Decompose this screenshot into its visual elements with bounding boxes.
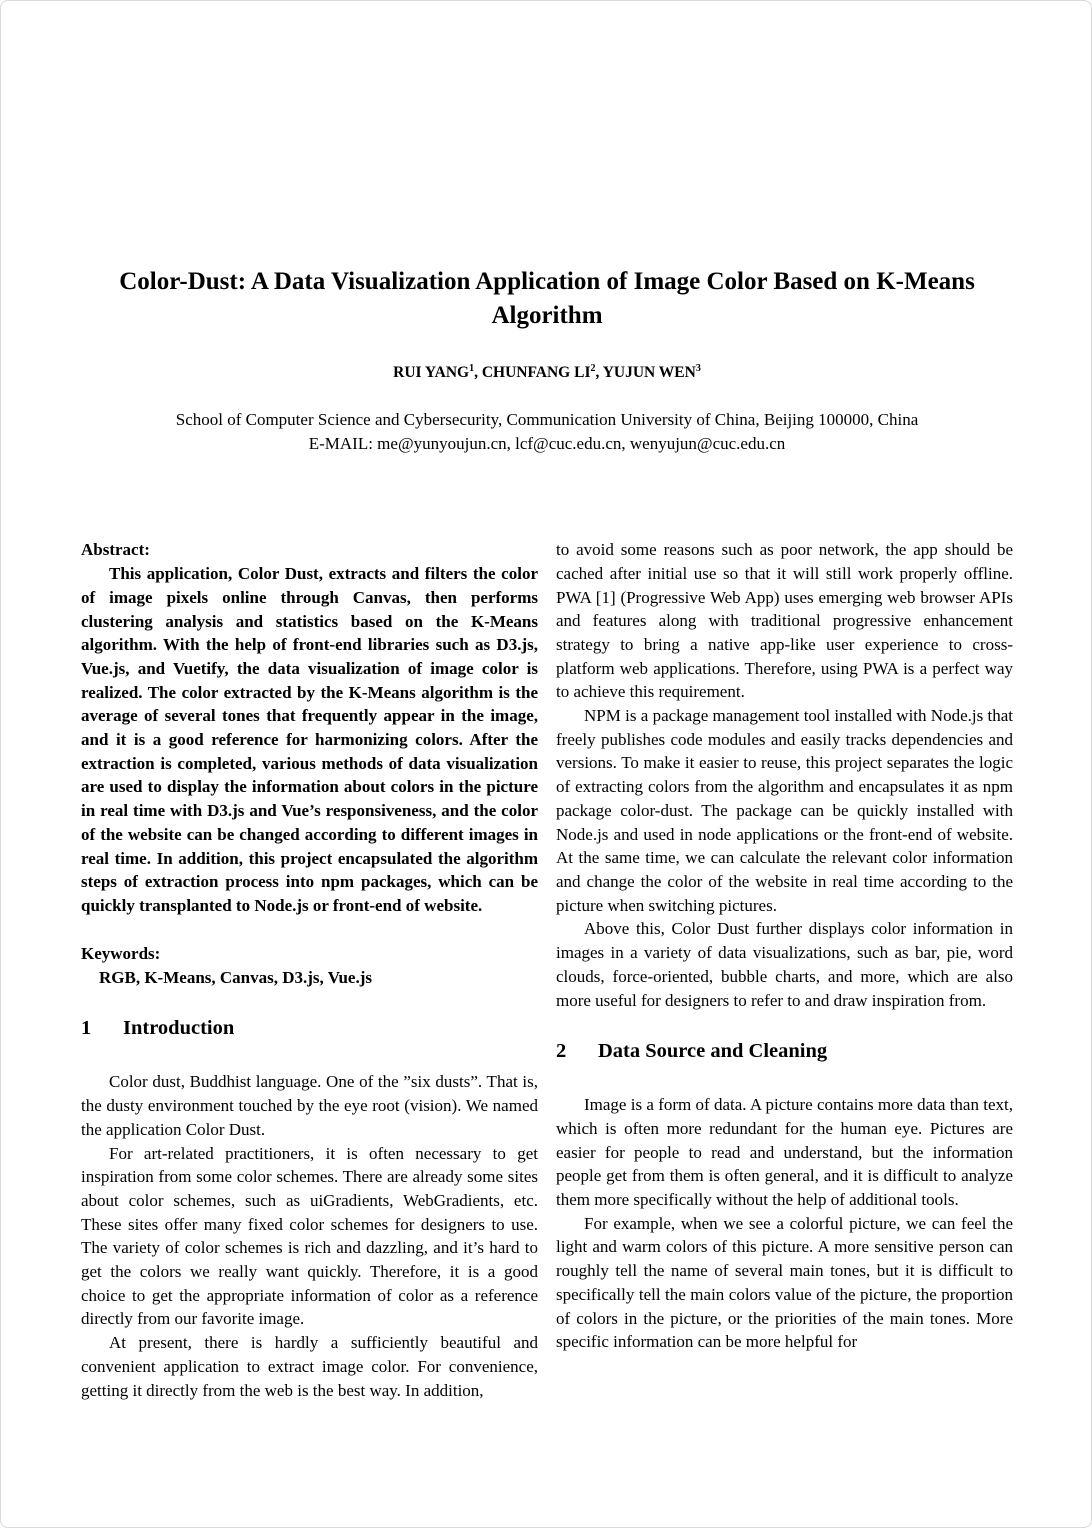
- abstract-text: This application, Color Dust, extracts and filters the color of image pixels online through Canvas, then performs clustering analysis and statistics based on the K-Means algorithm. With the help of front-end libraries such as D3.js, Vue.js, and Vuetify, the data visualization of image color is realized. The color extracted by the K-Means algorithm is the average of several tones that frequently appear in the image, and it is a good reference for harmonizing colors. After the extraction is completed, various methods of data visualization are used to display the information about colors in the picture in real time with D3.js and Vue’s responsiveness, and the color of the website can be changed according to different images in real time. In addition, this project encapsulated the algorithm steps of extraction process into npm packages, which can be quickly transplanted to Node.js or front-end of website.: [81, 564, 538, 915]
- section-title: Data Source and Cleaning: [598, 1040, 828, 1063]
- section-heading-data-source: [556, 1039, 1013, 1064]
- paper-title: [81, 265, 1013, 333]
- author-superscript: 3: [695, 363, 701, 374]
- paragraph: At present, there is hardly a sufficiently beautiful and convenient application to extract image color. For convenience, getting it directly from the web is the best way. In addition,: [81, 1333, 538, 1400]
- paragraph: Image is a form of data. A picture contains more data than text, which is often more redundant for the human eye. Pictures are easier for people to read and understand, but the information people get from them is often general, and it is difficult to analyze them more specifically without the help of additional tools.: [556, 1095, 1013, 1210]
- author-superscript: 1: [469, 363, 475, 374]
- section-heading-introduction: [81, 1016, 538, 1041]
- column-right: [556, 538, 1013, 1402]
- author-superscript: 2: [590, 363, 596, 374]
- paper-title-line2: Algorithm: [491, 302, 603, 329]
- paper-title-line1: Color-Dust: A Data Visualization Application of Image Color Based on K-Means: [119, 268, 975, 295]
- paragraph: Color dust, Buddhist language. One of the ”six dusts”. That is, the dusty environment touched by the eye root (vision). We named the application Color Dust.: [81, 1072, 538, 1139]
- page-content: [1, 1, 1091, 1402]
- email-line: E-MAIL: me@yunyoujun.cn, lcf@cuc.edu.cn, wenyujun@cuc.edu.cn: [308, 434, 786, 454]
- affiliation-block: [81, 408, 1013, 456]
- paragraph: For example, when we see a colorful picture, we can feel the light and warm colors of this picture. A more sensitive person can roughly tell the name of several main tones, but it is difficult to specifically tell the main colors value of the picture, the proportion of colors in the picture, or the priorities of the main tones. More specific information can be more helpful for: [556, 1213, 1013, 1352]
- keywords-heading: Keywords:: [81, 943, 161, 963]
- author-separator: ,: [474, 364, 482, 382]
- authors-line: [81, 359, 1013, 383]
- author-name: YUJUN WEN: [602, 364, 696, 382]
- section-title: Introduction: [123, 1017, 235, 1040]
- paragraph: NPM is a package management tool installed with Node.js that freely publishes code modules and easily tracks dependencies and versions. To make it easier to reuse, this project separates the logic of extracting colors from the algorithm and encapsulates it as npm package color-dust. The package can be quickly installed with Node.js and used in node applications or the front-end of website. At the same time, we can calculate the relevant color information and change the color of the website in real time according to the picture when switching pictures.: [556, 706, 1013, 915]
- section-number: 2: [556, 1040, 567, 1063]
- paragraph: to avoid some reasons such as poor network, the app should be cached after initial use so that it will still work properly offline. PWA [1] (Progressive Web App) uses emerging web browser APIs and features along with traditional progressive enhancement strategy to bring a native app-like user experience to cross-platform web applications. Therefore, using PWA is a perfect way to achieve this requirement.: [556, 540, 1013, 702]
- paragraph: Above this, Color Dust further displays color information in images in a variety of data visualizations, such as bar, pie, word clouds, force-oriented, bubble charts, and more, which are also more useful for designers to refer to and draw inspiration from.: [556, 919, 1013, 1010]
- author-name: CHUNFANG LI: [481, 364, 591, 382]
- abstract-heading: Abstract:: [81, 540, 150, 560]
- affiliation: School of Computer Science and Cybersecurity, Communication University of China, Beijing 100000, China: [175, 410, 919, 430]
- paragraph: For art-related practitioners, it is often necessary to get inspiration from some color schemes. There are already some sites about color schemes, such as uiGradients, WebGradients, etc. These sites offer many fixed color schemes for designers to use. The variety of color schemes is rich and dazzling, and it’s hard to get the colors we really want quickly. Therefore, it is a good choice to get the appropriate information of color as a reference directly from our favorite image.: [81, 1143, 538, 1329]
- author-entry: [603, 364, 701, 381]
- two-column-body: [81, 538, 1013, 1402]
- section-number: 1: [81, 1017, 92, 1040]
- keywords-text: RGB, K-Means, Canvas, D3.js, Vue.js: [99, 967, 372, 987]
- author-name: RUI YANG: [393, 364, 470, 382]
- author-separator: ,: [595, 364, 603, 382]
- author-entry: [482, 364, 603, 381]
- column-left: [81, 538, 538, 1402]
- author-entry: [393, 364, 482, 381]
